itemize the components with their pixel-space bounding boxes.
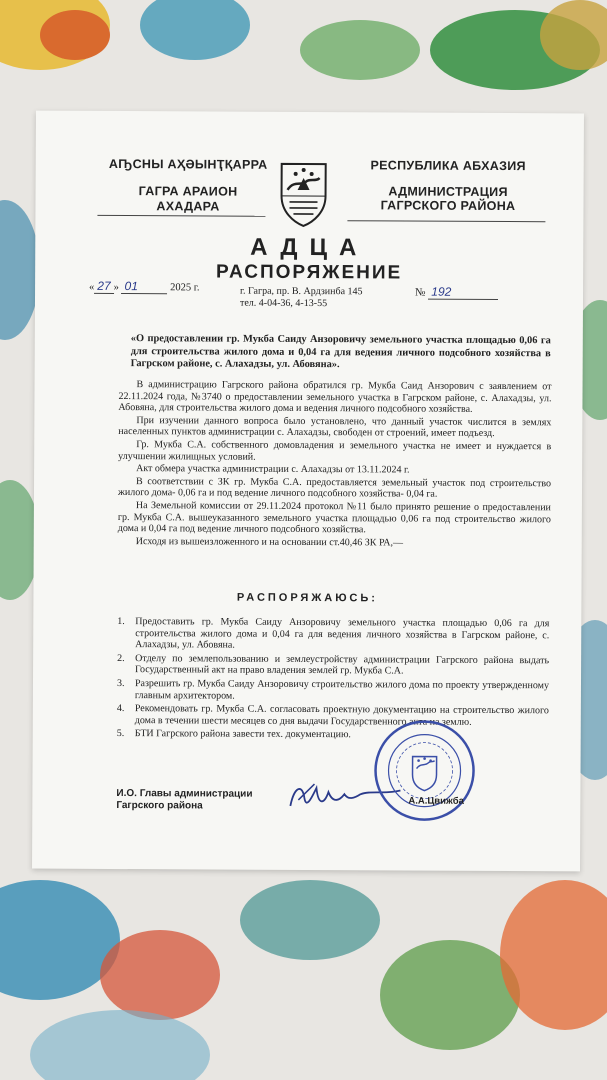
item-text: Разрешить гр. Мукба Саиду Анзоровичу строительство жилого дома по проекту утвержденному главным архитектором. [134,678,550,702]
number-label: № [415,286,426,299]
item-number: 4. [116,703,125,715]
body-paragraph: В соответствии с ЗК гр. Мукба С.А. предоставляется земельный участок под строительство жилого дома- 0,06 га и под ведение личного подсобного хозяйства- 0,04 га. [117,475,552,501]
signatory-name: А.А.Цвижба [408,795,464,807]
document-date: « 27 » 01 2025 г. [89,278,200,294]
item-number: 3. [116,677,125,690]
address-line1: г. Гагра, пр. В. Ардзинба 145 [240,285,363,298]
decree-items [117,616,550,744]
list-item [117,653,549,678]
official-stamp [372,718,477,823]
decree-heading: РАСПОРЯЖАЮСЬ: [236,591,378,605]
header-right-line3: ГАГРСКОГО РАЙОНА [380,198,516,214]
header-divider-right [347,220,545,222]
number-value: 192 [428,285,498,300]
signatory-title-line1: И.О. Главы администрации [116,788,253,800]
date-year: 2025 г. [170,282,200,294]
body-paragraph: Исходя из вышеизложенного и на основании ст.40,46 ЗК РА,— [135,535,404,549]
signatory-title-line2: Гагрского района [116,800,203,812]
coat-of-arms-icon [275,160,331,228]
title-abkhaz: АДЦА [250,233,369,262]
document-number [415,285,498,300]
body-paragraph: Гр. Мукба С.А. собственного домовладения и земельного участка не имеет и нуждается в улучшении жилищных условий. [118,439,552,463]
list-item [117,703,549,728]
list-item [117,616,549,653]
item-text: Предоставить гр. Мукба Саиду Анзоровичу земельного участка площадью 0,06 га для строительства жилого дома и 0,04 га для ведения личного хозяйства в Гагрском районе, с. Алахадзы, ул. Абовяна. [135,616,550,651]
document-body [118,379,552,551]
header-divider-left [97,215,265,217]
item-text: Рекомендовать гр. Мукба С.А. согласовать проектную документацию на строительство жилого дома в течении шести месяцев со дня выдачи Государственного акта на землю. [134,703,549,728]
header-russian [345,158,550,213]
document-page [32,111,584,872]
address-line2: тел. 4-04-36, 4-13-55 [239,297,328,309]
date-day: 27 [94,279,113,294]
header-abkhaz [105,157,270,215]
header-right-line1: РЕСПУБЛИКА АБХАЗИЯ [370,158,526,174]
item-text: БТИ Гагрского района завести тех. документацию. [134,728,351,741]
header-left-line2: ГАГРА АРАИОН [138,184,238,199]
body-paragraph: Акт обмера участка администрации с. Алахадзы от 13.11.2024 г. [136,463,410,476]
item-number: 2. [117,652,125,664]
signatory-title [116,788,252,813]
address [240,286,363,310]
header-left-line1: АҦСНЫ АҲӘЫНҬҚАРРА [108,156,268,172]
header-left-line3: АХАДАРА [156,199,220,214]
item-number: 1. [117,616,125,628]
document-subject: «О предоставлении гр. Мукба Саиду Анзоровичу земельного участка площадью 0,06 га для строительства жилого дома и 0,04 га для ведения личного подсобного хозяйства в Гагрском районе, с. Алахадзы, ул. Абовяна». [130,333,551,371]
title-russian: РАСПОРЯЖЕНИЕ [215,261,403,284]
list-item [117,728,549,742]
list-item [117,678,549,703]
header-right-line2: АДМИНИСТРАЦИЯ [388,184,508,200]
date-month: 01 [122,279,168,294]
body-paragraph: На Земельной комиссии от 29.11.2024 протокол №11 было принято решение о предоставлении гр. Мукба С.А. вышеуказанного земельного участка площадью 0,06 га под строительство жилого дома и 0,04 га под ведение личного подсобного хозяйства. [117,500,551,536]
body-paragraph: В администрацию Гагрского района обратился гр. Мукба Саид Анзорович с заявлением от 22.11.2024 года, №3740 о предоставлении земельного участка в Гагрском районе, с. Алахадзы, ул. Абовяна, для строительства жилого дома и ведения личного подсобного хозяйства. [118,379,552,416]
body-paragraph: При изучении данного вопроса было установлено, что данный участок числится в землях населенных пунктов администрации с. Алахадзы, свободен от строений, имеет подъезд. [118,414,552,440]
item-text: Отделу по землепользованию и землеустройству администрации Гагрского района выдать Государственный акт на право владения землей гр. Мукба С.А. [135,652,550,677]
item-number: 5. [116,728,125,740]
